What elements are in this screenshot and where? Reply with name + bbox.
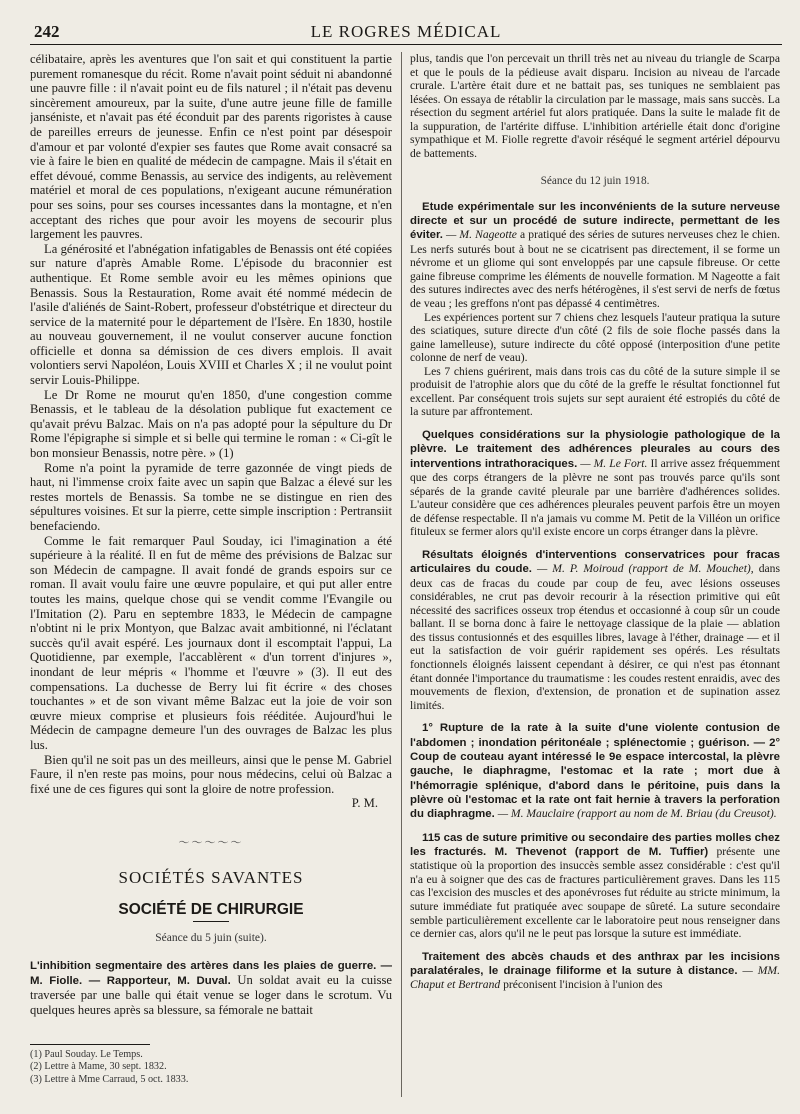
right-column — [410, 52, 780, 1112]
chaput-author: — MM. Chaput et Bertrand — [410, 964, 780, 992]
communication-fiolle — [30, 958, 392, 1018]
nageotte-paragraph-2: Les expériences portent sur 7 chiens chez lesquels l'auteur pratiqua la suture des sciatiques, suture directe d'un côté (2 fils de soie floche passés dans la gaine lamelleuse), suture indirecte du côté opposé (interposition d'une petite colonne de nerf de veau). — [410, 310, 780, 365]
chaput-heading: Traitement des abcès chauds et des anthrax par les incisions paralatérales, le drainage filiforme et la suture à distance. — [410, 950, 780, 978]
footnote-rule — [30, 1044, 150, 1045]
footnotes — [30, 1044, 392, 1086]
footnote-2: (2) Lettre à Mame, 30 sept. 1832. — [30, 1061, 167, 1073]
left-column — [30, 52, 392, 1112]
le-fort-text: Il arrive assez fréquemment que des corps étrangers de la plèvre ne sont pas trouvés parce qu'ils sont séparés de la grande cavité pleurale par une barrière d'adhérences solides. L'auteur considère que ces adhérences pleurales peuvent parfois être un moyen de défense respectable. Il n'a jamais vu comme M. Petit de la Villéon un orifice fituleux se fermer alors qu'il existe encore un corps étranger dans la plèvre. — [410, 456, 780, 539]
communication-nageotte — [410, 200, 780, 419]
communication-mauclaire — [410, 721, 780, 821]
nageotte-paragraph-3: Les 7 chiens guérirent, mais dans trois cas du côté de la suture simple il se produisit de l'atrophie alors que du côté de la greffe le résultat fonctionnel fut excellent. Par conséquent trois sujets sur sept auraient été estropiés du côté de la suture par affrontement. — [410, 364, 780, 419]
mauclaire-heading: 1° Rupture de la rate à la suite d'une violente contusion de l'abdomen ; inondation péritonéale ; splénectomie ; guérison. — 2° Coup de couteau ayant intéressé le 9e espace intercostal, la plèvre gauche, le diaphragme, l'estomac et la rate ; mort due à l'hémorragie splénique, d'abord dans le péritoine, puis dans la plèvre où l'estomac et la rate ont fait hernie à travers la perforation du diaphragme. — [410, 722, 780, 821]
seance-date-right: Séance du 12 juin 1918. — [540, 174, 650, 187]
left-paragraph-1: célibataire, après les aventures que l'on sait et qui constituent la partie purement romanesque du récit. Rome n'avait point séduit ni abandonné une pauvre fille : il n'avait point eu de fils naturel ; il n'était pas devenu sincèrement amoureux, par la suite, d'une autre jeune fille de famille janséniste, et n'avait pas été éconduit par des parents rigoristes à cause de pareilles erreurs de jeunesse. Enfin ce n'est point par désespoir d'amour et par volonté d'expier ses fautes que Rome avait consacré sa vie à faire le bien en qualité de médecin de campagne. Mais il s'était en effet dévoué, comme Benassis, au service des indigents, au relèvement matériel et moral de ces populations, n'exigeant aucune rémunération pour ses soins, pour ses courses incessantes dans la montagne, et n'en acceptant des riches que pour avoir les moyens de secourir plus largement les pauvres. — [30, 52, 392, 242]
page-number: 242 — [34, 22, 60, 41]
footnote-3: (3) Lettre à Mme Carraud, 5 oct. 1833. — [30, 1073, 189, 1085]
chaput-text: préconisent l'incision à l'union des — [503, 978, 663, 992]
moiroud-text: dans deux cas de fracas du coude par coup de feu, avec lésions osseuses considérables, ne crut pas devoir recourir à la résection primitive qui eût nécessité des sacrifices osseux trop étendus et occasionné à coup sûr un coude ballant. Il se borna donc à faire le nettoyage classique de la plaie — ablation des tissus contusionnés et des esquilles libres, lavage à l'éther, drainage — et il eut la satisfaction de voir guérir rapidement ses opérés. Les résultats fonctionnels éloignés laissent cependant à désirer, ce qui n'est pas étonnant étant donnée l'importance du traumatisme : les coudes restent enraidis, avec des mouvements de flexion, d'extension, de pronation et de supination assez limités. — [410, 562, 780, 712]
thevenot-heading: 115 cas de suture primitive ou secondaire des parties molles chez les fracturés. M. Thevenot (rapport de M. Tuffier) — [410, 831, 780, 858]
mauclaire-author: — M. Mauclaire (rapport au nom de M. Briau (du Creusot). — [497, 807, 777, 821]
thevenot-text: présente une statistique où la proportion des insuccès semble assez considérable : c'est qu'il n'a eu à soigner que des cas de fractures particulièrement graves. Dans les 115 cas l'excision des muscles et des aponévroses fut réduite au stricte minimum, la suture immédiate fut pratiquée avec soupape de sûreté. La suture secondaire semble particulièrement excellente car le laboratoire peut nous renseigner dans ce dernier cas, alors qu'il ne le peut pas lorsque la suture est immédiate. — [410, 844, 780, 941]
left-paragraph-5: Comme le fait remarquer Paul Souday, ici l'imagination a été supérieure à la réalité. Il en fut de même des prévisions de Balzac sur son Médecin de campagne. Il avait fondé de grands espoirs sur ce roman. Il avait voulu faire une œuvre populaire, et qui put aller entre toutes les mains, quelque chose qui se vendit comme l'Evangile ou l'Imitation (2). Paru en septembre 1833, le Médecin de campagne n'obtint ni le prix Montyon, que Balzac avait ambitionné, ni l'éclatant succès qu'il avait espéré. Les journaux dont il escomptait l'appui, La Quotidienne, par exemple, l'accablèrent « d'un torrent d'injures », inondant de leur mépris « l'homme et l'œuvre » (3). Il eut des compensations. La duchesse de Berry lui fit écrire « des choses touchantes » et de son vivant même Balzac eut la joie de voir son œuvre mieux comprise et plusieurs fois rééditée. Aujourd'hui le Médecin de campagne demeure l'un des ouvrages de Balzac les plus lus. — [30, 533, 392, 752]
page-header — [30, 20, 782, 45]
nageotte-text: a pratiqué des séries de sutures nerveuses chez le chien. Les nerfs suturés bout à bout ne se cicatrisent pas directement, il se forme un névrome et un gliome qui sont enveloppés par une capsule fibreuse. Or cette gaine fibreuse comprime les éléments de nouvelle formation. M Nageotte a fait des sutures indirectes avec des nerfs hétérogènes, il s'est servi de nerfs de fœtus de veau ; les greffons n'ont pas dépassé 4 centimètres. — [410, 228, 780, 310]
right-paragraph-1: plus, tandis que l'on percevait un thrill très net au niveau du triangle de Scarpa et que le pouls de la pédieuse avait disparu. Incision au niveau de l'arcade crurale. L'artère était dure et ne battait pas, ses tuniques ne semblaient pas lésées. On essaya de rétablir la circulation par le massage, mais sans succès. La résection du segment artériel fut alors pratiquée. Dans la suite le malade fit de la suppuration, de l'artérite diffuse. L'inhibition artérielle était donc d'origine sympathique et M. Fiolle regrette d'avoir réséqué le segment artériel dépourvu de battements. — [410, 52, 780, 160]
communication-chaput — [410, 950, 780, 992]
seance-date-left: Séance du 5 juin (suite). — [155, 932, 267, 945]
section-title: SOCIÉTÉS SAVANTES — [118, 867, 304, 887]
moiroud-author: — M. P. Moiroud (rapport de M. Mouchet), — [536, 562, 754, 576]
left-paragraph-4: Rome n'a point la pyramide de terre gazonnée de vingt pieds de haut, ni l'immense croix faite avec un sapin que Balzac a élevé sur les restes mortels de Benassis. Sa tombe ne se distingue en rien des sépultures voisines. Et sur la pierre, cette simple inscription : Pertransiit benefaciendo. — [30, 460, 392, 533]
le-fort-author: — M. Le Fort. — [580, 456, 648, 470]
communication-le-fort — [410, 428, 780, 539]
left-paragraph-3: Le Dr Rome ne mourut qu'en 1850, d'une congestion comme Benassis, et le tableau de la désolation publique fut exactement ce qu'avait prévu Balzac. Mais on n'a pas adopté pour la sépulture du Dr Rome l'épigraphe si simple et si belle qui termine le roman : « Ci-gît le bon monsieur Benassis, notre père. » (1) — [30, 387, 392, 461]
short-rule — [193, 921, 229, 922]
le-fort-heading: Quelques considérations sur la physiologie pathologique de la plèvre. Le traitement des adhérences pleurales au cours des interventions intrathoraciques. — [410, 429, 780, 470]
communication-heading: L'inhibition segmentaire des artères dans les plaies de guerre. — M. Fiolle. — Rapporteur, M. Duval. — [30, 959, 392, 987]
footnote-1: (1) Paul Souday. Le Temps. — [30, 1049, 143, 1060]
running-title: LE ROGRES MÉDICAL — [310, 22, 502, 41]
nageotte-heading: Etude expérimentale sur les inconvénients de la suture nerveuse directe et sur un procédé de suture indirecte, permettant de les éviter. — [410, 200, 780, 242]
signature: P. M. — [351, 796, 378, 811]
left-paragraph-2: La générosité et l'abnégation infatigables de Benassis ont été copiées sur nature d'après Amable Rome. L'épisode du braconnier est authentique. Et Rome semble avoir eu les mêmes opinions que Benassis. Sous la Restauration, Rome avait été nommé médecin de l'asile d'aliénés de Saint-Robert, professeur d'obstétrique et directeur du service de la maternité pour le département de l'Isère. En 1830, hostile au nouveau gouvernement, il ne voulut conserver aucune fonction officielle et donna sa démission de ces divers emplois. Il avait volontiers servi Napoléon, Louis XVIII et Charles X ; il ne voulut point servir Louis-Philippe. — [30, 241, 392, 388]
moiroud-heading: Résultats éloignés d'interventions conservatrices pour fracas articulaires du coude. — [410, 548, 780, 576]
communication-text: Un soldat avait eu la cuisse traversée par une balle qui était venue se loger dans le scrotum. Vu quelques heures après sa blessure, sa fémorale ne battait — [30, 972, 392, 1017]
nageotte-author: — M. Nageotte — [446, 228, 517, 242]
communication-thevenot — [410, 831, 780, 941]
column-divider — [401, 52, 402, 1097]
left-paragraph-6: Bien qu'il ne soit pas un des meilleurs, ainsi que le pense M. Gabriel Faure, il n'en reste pas moins, pour nous médecins, celui où Balzac a fixé une de ces figures qui sont la gloire de notre profession. — [30, 752, 392, 796]
ornament-divider: 〜〜〜〜〜 — [178, 836, 244, 849]
communication-moiroud — [410, 548, 780, 712]
society-title: SOCIÉTÉ DE CHIRURGIE — [118, 901, 304, 919]
